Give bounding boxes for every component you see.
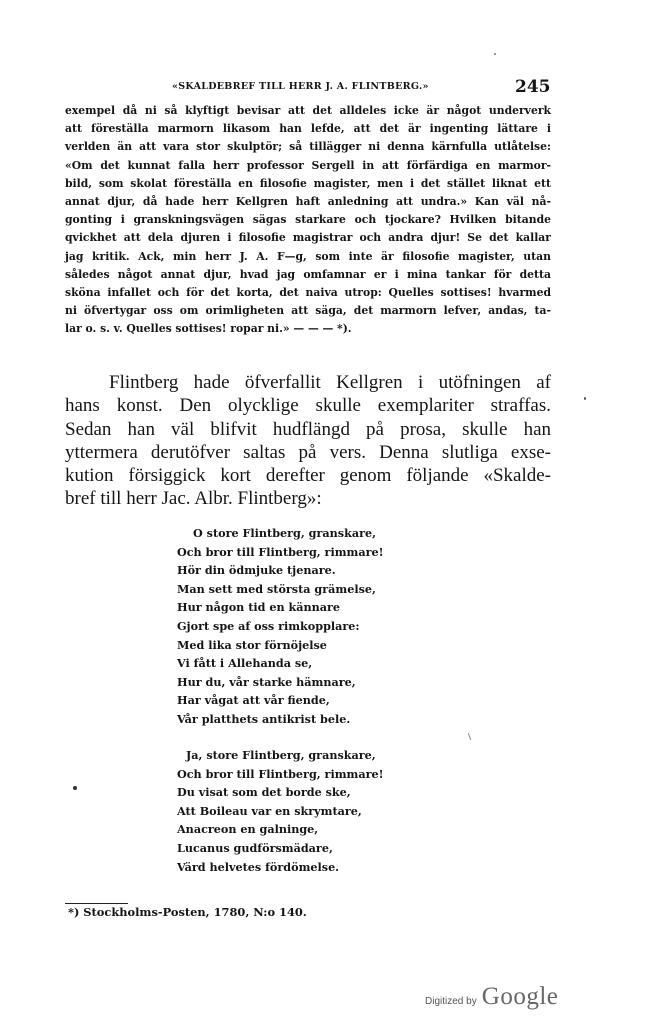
google-logo: Google: [481, 983, 559, 1010]
quote-line: bild, som skolat föreställa en filosofie magister, men i det stället liknat ett: [65, 176, 551, 190]
poem-stanza-2: [177, 746, 507, 876]
running-head: [0, 78, 648, 98]
page-number: 245: [515, 77, 551, 97]
poem-line: Anacreon en galninge,: [177, 822, 319, 837]
quote-line: ni öfvertygar oss om orimligheten att säga, det marmorn lefver, andas, ta-: [65, 304, 551, 318]
poem-line: Med lika stor förnöjelse: [177, 637, 327, 652]
poem-line: Gjort spe af oss rimkopplare:: [177, 618, 360, 633]
footnote: *) Stockholms-Posten, 1780, N:o 140.: [68, 905, 307, 919]
poem-line: O store Flintberg, granskare,: [193, 526, 376, 540]
quote-line: qvickhet att dela djuren i filosofie magistrar och andra djur! Se det kallar: [65, 231, 551, 245]
quote-line: lar o. s. v. Quelles sottises! ropar ni.» — — — *).: [65, 322, 352, 336]
poem-line: Hör din ödmjuke tjenare.: [177, 563, 336, 578]
quote-line: jag kritik. Ack, min herr J. A. F—g, som inte är filosofie magister, utan: [65, 249, 551, 263]
body-line: yttermera derutöfver saltas på vers. Denna slutliga exse-: [65, 441, 551, 463]
quote-line: exempel då ni så klyftigt bevisar att det alldeles icke är något underverk: [65, 104, 551, 117]
poem-line: Vi fått i Allehanda se,: [177, 656, 313, 671]
digitized-by-google-watermark: [425, 983, 558, 1011]
poem-line: Ja, store Flintberg, granskare,: [186, 748, 376, 762]
body-line: bref till herr Jac. Albr. Flintberg»:: [65, 488, 322, 510]
quote-line: «Om det kunnat falla herr professor Sergell in att förfärdiga en marmor-: [65, 158, 551, 172]
poem-line: Hur du, vår starke hämnare,: [177, 674, 356, 689]
ink-speck: [584, 397, 586, 400]
poem-line: Har vågat att vår fiende,: [177, 693, 330, 708]
quoted-passage: [65, 102, 551, 338]
ink-speck: [468, 733, 471, 740]
body-paragraph: [65, 371, 551, 511]
poem-line: Vår platthets antikrist bele.: [177, 711, 351, 726]
footnote-rule: [65, 903, 128, 904]
poem-line: Hur någon tid en kännare: [177, 600, 340, 615]
quote-line: således något annat djur, hvad jag omfamnar er i mina tankar för detta: [65, 267, 551, 281]
quote-line: att föreställa marmorn likasom han lefde, att det är ingenting lättare i: [65, 122, 551, 136]
running-title: «SKALDEBREF TILL HERR J. A. FLINTBERG.»: [172, 81, 429, 92]
body-line: hans konst. Den olycklige skulle exemplariter straffas.: [65, 395, 551, 417]
poem-line: Och bror till Flintberg, rimmare!: [177, 544, 384, 559]
poem-line: Man sett med största grämelse,: [177, 581, 376, 596]
ink-speck: [73, 786, 77, 790]
ink-speck: [494, 53, 496, 55]
quote-line: verlden än att vara stor skulptör; så tillägger ni denna kärnfulla utlåtelse:: [65, 140, 551, 154]
body-line: Sedan han väl blifvit hudflängd på prosa, skulle han: [65, 418, 551, 440]
quote-line: gonting i granskningsvägen sägas starkare och tjockare? Hvilken bitande: [65, 213, 551, 227]
poem-line: Och bror till Flintberg, rimmare!: [177, 766, 384, 781]
poem-line: Värd helvetes fördömelse.: [177, 859, 340, 874]
poem-line: Du visat som det borde ske,: [177, 785, 351, 800]
poem-stanza-1: [177, 524, 507, 729]
poem-line: Lucanus gudförsmädare,: [177, 840, 333, 855]
quote-line: sköna infallet och för det korta, det naiva utrop: Quelles sottises! hvarmed: [65, 285, 551, 299]
body-line: kution försiggick kort derefter genom följande «Skalde-: [65, 465, 551, 487]
poem-line: Att Boileau var en skrymtare,: [177, 803, 362, 818]
body-line: Flintberg hade öfverfallit Kellgren i utöfningen af: [109, 372, 551, 393]
quote-line: annat djur, då hade herr Kellgren haft anledning att undra.» Kan väl nå-: [65, 194, 551, 208]
digitized-by-label: Digitized by: [425, 996, 477, 1007]
